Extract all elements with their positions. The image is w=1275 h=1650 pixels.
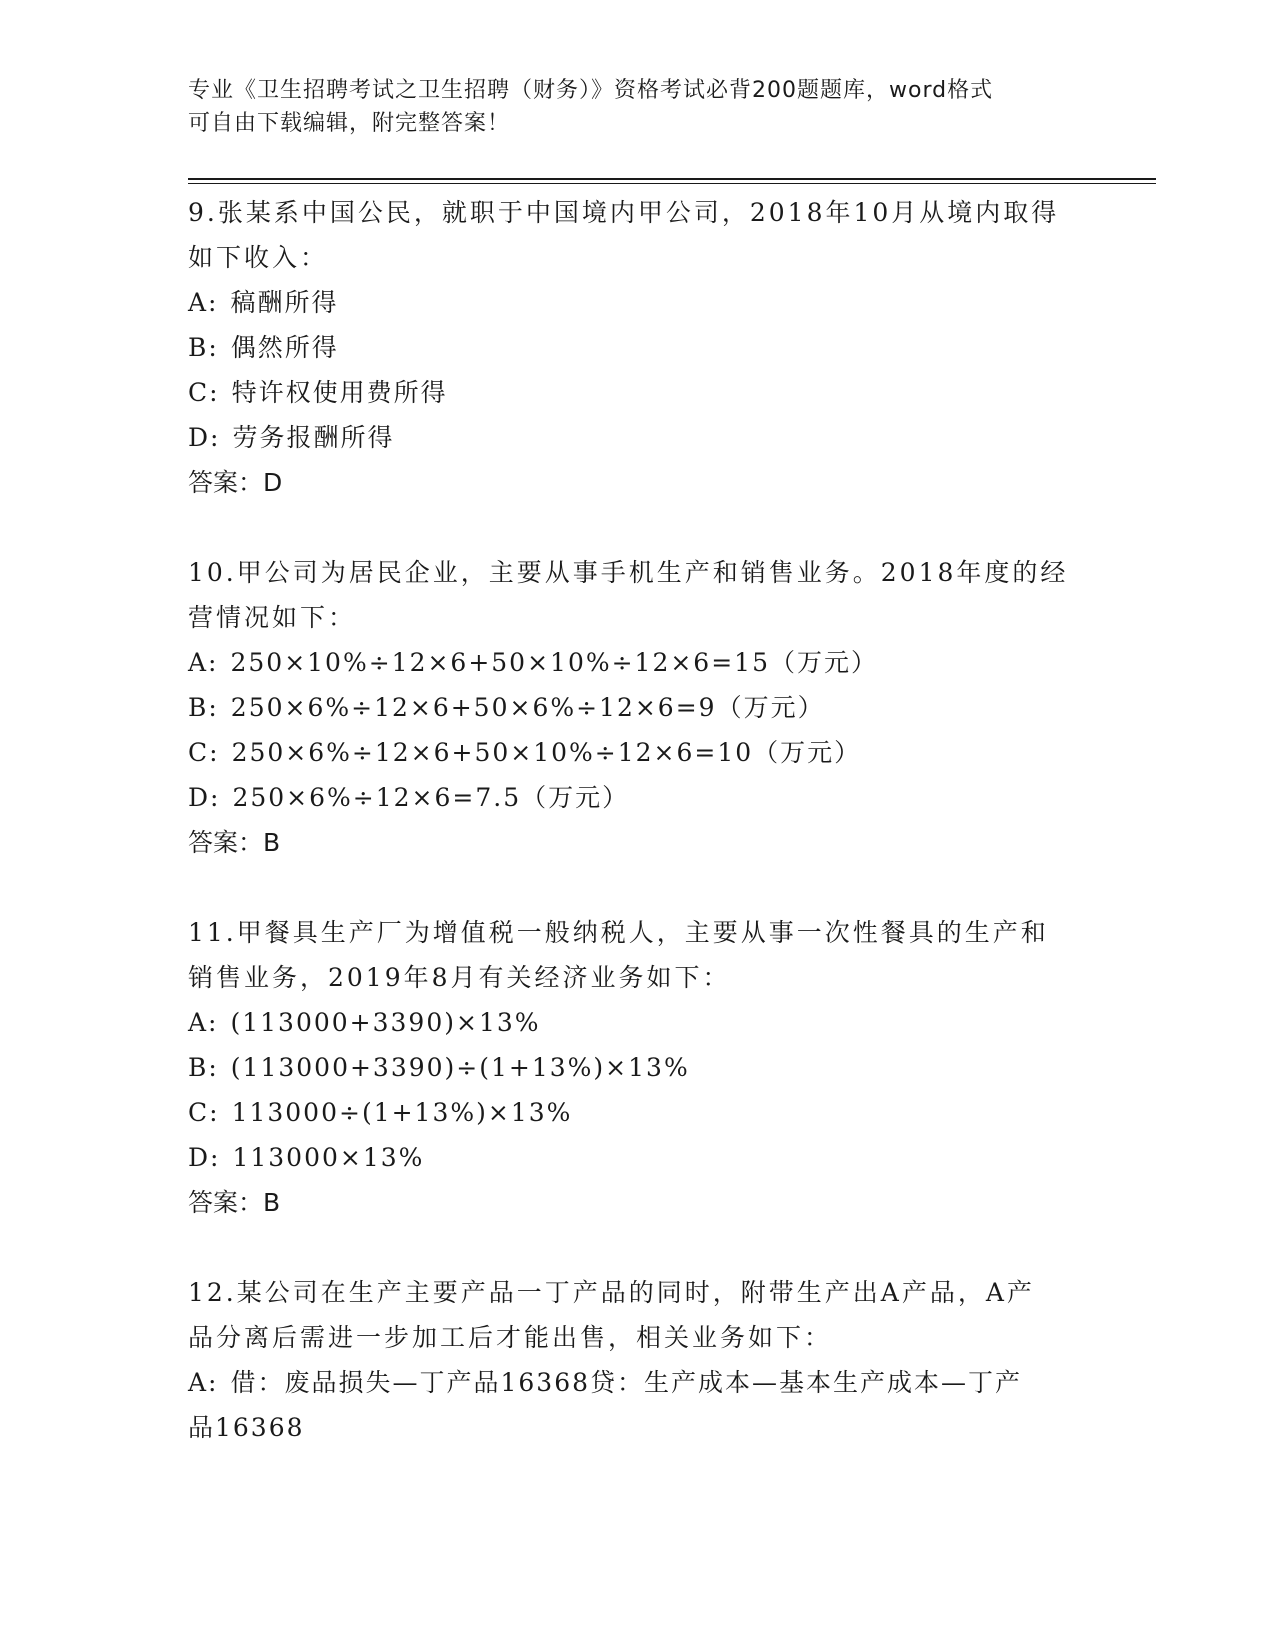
question-9 (188, 190, 1088, 505)
option-text: 借：废品损失—丁产品16368贷：生产成本—基本生产成本—丁产 (230, 1368, 1023, 1397)
question-stem-line: 11.甲餐具生产厂为增值税一般纳税人，主要从事一次性餐具的生产和 (188, 918, 1049, 947)
option-c (188, 1090, 1088, 1135)
question-spacer (188, 1225, 1088, 1270)
option-d (188, 775, 1088, 820)
question-spacer (188, 865, 1088, 910)
option-text: 特许权使用费所得 (231, 378, 448, 407)
option-text: 250×6%÷12×6=7.5（万元） (232, 783, 630, 812)
option-a (188, 640, 1088, 685)
header-title-line-1: 专业《卫生招聘考试之卫生招聘（财务）》资格考试必背200题题库，word格式 (188, 78, 994, 103)
question-12 (188, 1270, 1088, 1450)
answer-line: 答案：D (188, 468, 283, 497)
header-divider-thick (188, 178, 1156, 180)
option-letter: B: (188, 1053, 219, 1082)
option-text: 250×6%÷12×6+50×6%÷12×6=9（万元） (230, 693, 825, 722)
option-text: 250×6%÷12×6+50×10%÷12×6=10（万元） (231, 738, 862, 767)
option-letter: B: (188, 333, 219, 362)
option-d (188, 1135, 1088, 1180)
question-stem-line: 10.甲公司为居民企业，主要从事手机生产和销售业务。2018年度的经 (188, 558, 1069, 587)
option-letter: A: (188, 1008, 219, 1037)
option-letter: C: (188, 738, 220, 767)
option-a (188, 1000, 1088, 1045)
option-c (188, 730, 1088, 775)
question-stem-line: 9.张某系中国公民，就职于中国境内甲公司，2018年10月从境内取得 (188, 198, 1060, 227)
answer-line: 答案：B (188, 1188, 281, 1217)
option-d (188, 415, 1088, 460)
question-stem-line: 如下收入： (188, 243, 329, 272)
question-10 (188, 550, 1088, 865)
option-letter: D: (188, 783, 221, 812)
option-letter: D: (188, 1143, 221, 1172)
question-stem (188, 1270, 1088, 1360)
question-stem-line: 品分离后需进一步加工后才能出售，相关业务如下： (188, 1323, 833, 1352)
option-text: 稿酬所得 (230, 288, 339, 317)
document-header (188, 74, 1088, 140)
question-11 (188, 910, 1088, 1225)
option-c (188, 370, 1088, 415)
option-letter: C: (188, 1098, 220, 1127)
option-a-continuation: 品16368 (188, 1413, 305, 1442)
option-text: 劳务报酬所得 (232, 423, 395, 452)
question-stem-line: 12.某公司在生产主要产品一丁产品的同时，附带生产出A产品，A产 (188, 1278, 1035, 1307)
question-stem-line: 销售业务，2019年8月有关经济业务如下： (188, 963, 731, 992)
option-letter: A: (188, 288, 219, 317)
option-a (188, 280, 1088, 325)
option-text: 113000÷(1+13%)×13% (231, 1098, 573, 1127)
question-stem (188, 550, 1088, 640)
question-stem (188, 190, 1088, 280)
question-spacer (188, 505, 1088, 550)
option-letter: B: (188, 693, 219, 722)
option-b (188, 325, 1088, 370)
option-b (188, 1045, 1088, 1090)
option-text: (113000+3390)×13% (230, 1008, 541, 1037)
option-letter: A: (188, 648, 219, 677)
answer-line: 答案：B (188, 828, 281, 857)
option-letter: A: (188, 1368, 219, 1397)
option-text: (113000+3390)÷(1+13%)×13% (230, 1053, 690, 1082)
question-stem (188, 910, 1088, 1000)
option-b (188, 685, 1088, 730)
option-letter: D: (188, 423, 221, 452)
header-title-line-2: 可自由下载编辑，附完整答案！ (188, 111, 511, 136)
question-stem-line: 营情况如下： (188, 603, 357, 632)
header-divider-thin (188, 183, 1156, 184)
question-list (188, 190, 1088, 1450)
option-a (188, 1360, 1088, 1405)
option-text: 偶然所得 (230, 333, 339, 362)
option-text: 250×10%÷12×6+50×10%÷12×6=15（万元） (230, 648, 878, 677)
option-letter: C: (188, 378, 220, 407)
option-text: 113000×13% (232, 1143, 425, 1172)
